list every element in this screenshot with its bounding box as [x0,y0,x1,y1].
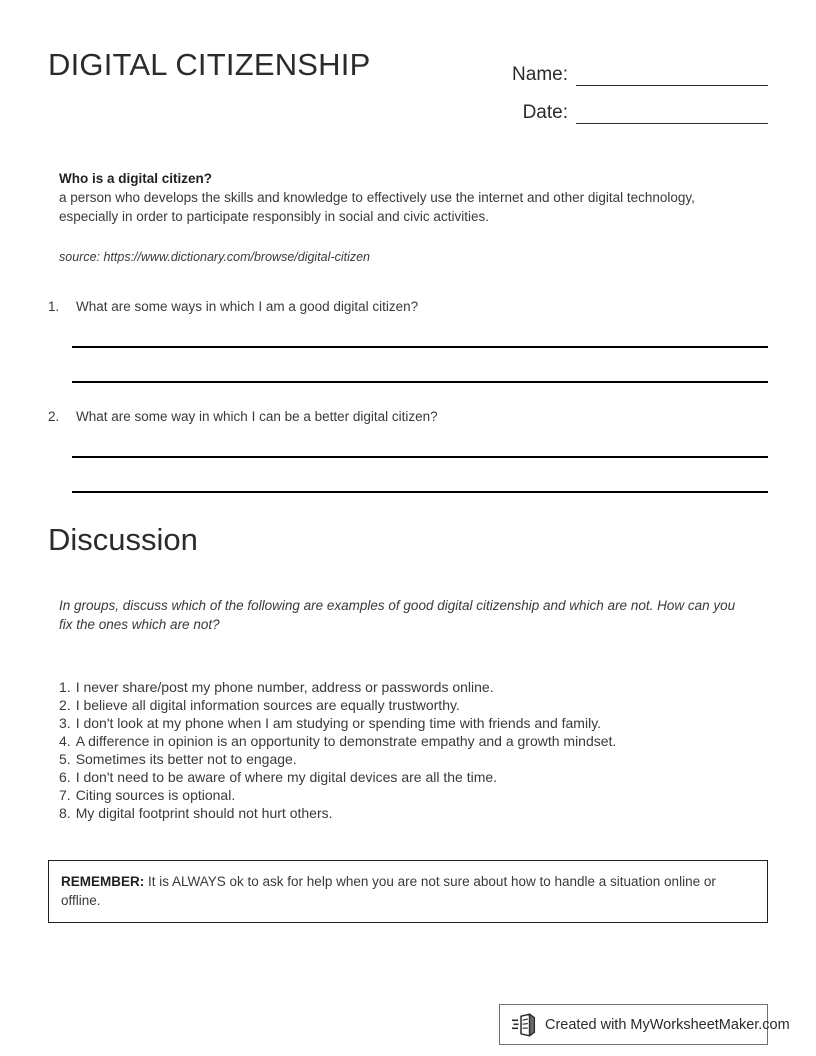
list-item [59,804,759,822]
definition-block [59,170,759,266]
remember-label: REMEMBER: [61,874,145,889]
worksheet-header [48,46,768,126]
list-item-number: 6. [59,769,71,785]
question-1-answer-area [72,313,768,383]
list-item [59,678,759,696]
date-input[interactable] [576,101,768,124]
list-item-text: Citing sources is optional. [75,787,236,803]
list-item [59,714,759,732]
definition-source: source: https://www.dictionary.com/browse/digital-citizen [59,250,370,264]
list-item-number: 7. [59,787,71,803]
discussion-intro: In groups, discuss which of the following are examples of good digital citizenship and which are not. How can you fix the ones which are not? [59,598,736,632]
list-item-number: 1. [59,679,71,695]
list-item-number: 4. [59,733,71,749]
question-2-text: What are some way in which I can be a better digital citizen? [76,409,438,424]
list-item-text: Sometimes its better not to engage. [75,751,297,767]
list-item-text: My digital footprint should not hurt others. [75,805,333,821]
name-date-block [506,48,768,124]
date-field-row [506,86,768,124]
list-item-text: I never share/post my phone number, address or passwords online. [75,679,494,695]
discussion-heading: Discussion [48,522,198,557]
date-label: Date: [522,102,568,123]
name-field-row [506,48,768,86]
created-with-badge[interactable] [499,1004,790,1045]
page-title: DIGITAL CITIZENSHIP [48,47,371,82]
question-1-text: What are some ways in which I am a good digital citizen? [76,299,419,314]
list-item [59,750,759,768]
list-item [59,768,759,786]
list-item [59,786,759,804]
list-item-text: A difference in opinion is an opportunity to demonstrate empathy and a growth mindset. [75,733,617,749]
remember-callout [48,860,768,923]
list-item-number: 5. [59,751,71,767]
remember-body: It is ALWAYS ok to ask for help when you are not sure about how to handle a situation online or offline. [61,874,716,908]
list-item-text: I believe all digital information sources are equally trustworthy. [75,697,460,713]
name-input[interactable] [576,63,768,86]
list-item-number: 3. [59,715,71,731]
answer-line[interactable] [72,348,768,383]
question-2-answer-area [72,423,768,493]
list-item-text: I don't need to be aware of where my digital devices are all the time. [75,769,498,785]
badge-label: Created with MyWorksheetMaker.com [545,1016,790,1033]
list-item-number: 8. [59,805,71,821]
discussion-list [59,678,759,822]
list-item-text: I don't look at my phone when I am studying or spending time with friends and family. [75,715,602,731]
remember-text [61,872,755,910]
list-item [59,732,759,750]
worksheet-maker-logo-icon [512,1013,538,1037]
answer-line[interactable] [72,458,768,493]
list-item-number: 2. [59,697,71,713]
question-1-number: 1. [48,299,60,314]
definition-body: a person who develops the skills and knowledge to effectively use the internet and other digital technology, especially in order to participate responsibly in social and civic activities. [59,190,695,224]
answer-line[interactable] [72,313,768,348]
name-label: Name: [512,64,568,85]
question-2-number: 2. [48,409,60,424]
list-item [59,696,759,714]
answer-line[interactable] [72,423,768,458]
definition-term: Who is a digital citizen? [59,171,213,186]
